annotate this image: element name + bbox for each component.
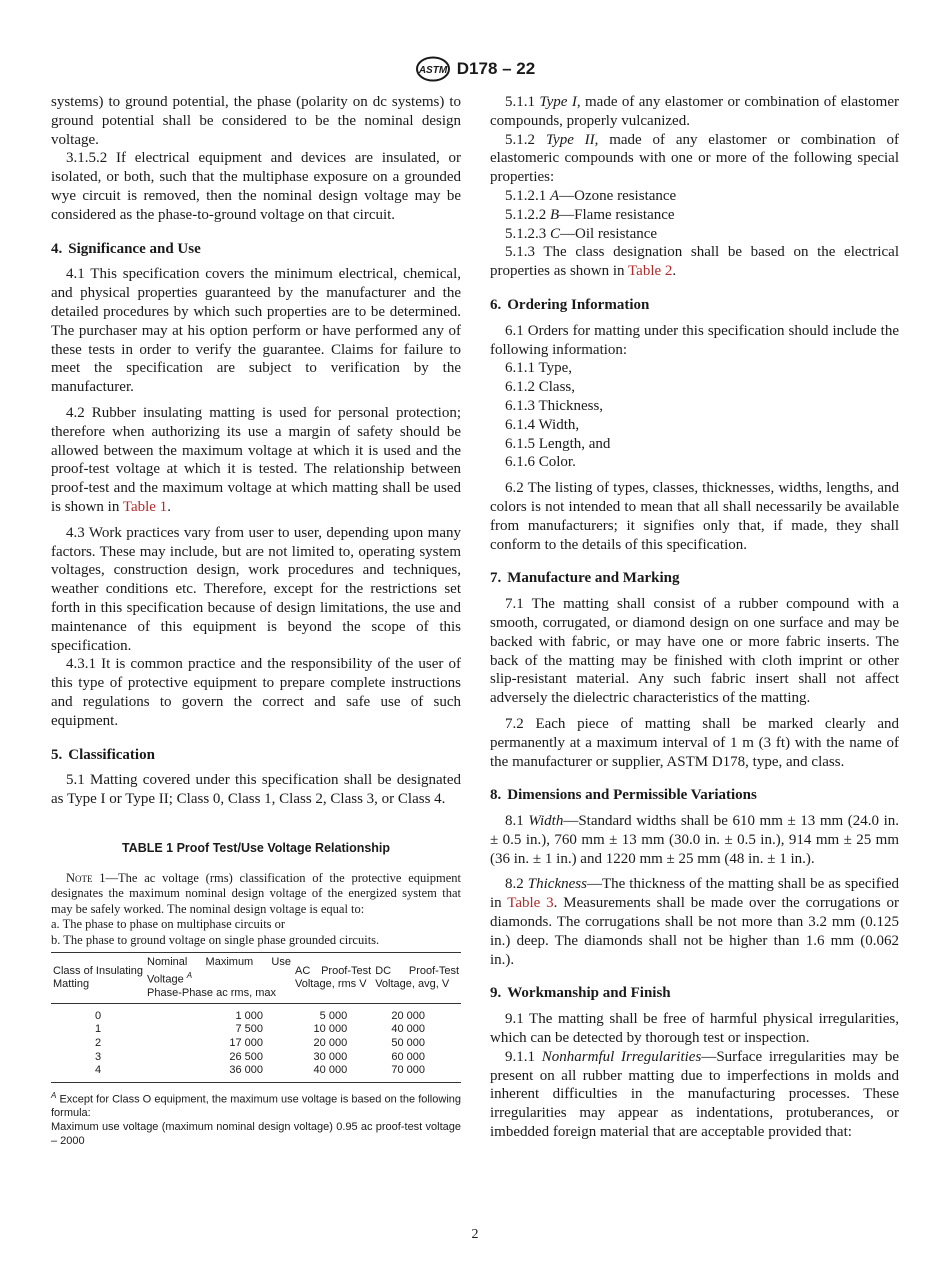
table-cell: 17 000 [229, 1037, 263, 1050]
table-cell: 20 000 [313, 1037, 348, 1050]
section-4-heading: 4. Significance and Use [51, 240, 201, 257]
table-cell: 3 [94, 1050, 102, 1063]
table-cell: 20 000 [391, 1009, 425, 1022]
section-9-heading: 9. Workmanship and Finish [490, 985, 671, 1002]
table-cell: 7 500 [235, 1023, 263, 1036]
section-7-heading: 7. Manufacture and Marking [490, 570, 680, 587]
list-item: 6.1.4 Width, [505, 416, 580, 433]
table-cell: 0 [94, 1009, 102, 1022]
table-cell: 1 [94, 1023, 102, 1036]
table-cell: 60 000 [391, 1050, 425, 1063]
paragraph-5-1-3: 5.1.3 The class designation shall be based on the electrical properties as shown in Table 2. [490, 244, 899, 280]
paragraph-9-1-1: 9.1.1 Nonharmful Irregularities—Surface irregularities may be present on all rubber matting due to imperfections in molds and inherent difficulties in the manufacturing processes. These irregularities may appear as indentations, protuberances, or imbedded foreign material that are acceptable provided that: [490, 1048, 900, 1141]
table-header: DC Proof-Test Voltage, avg, V [373, 953, 461, 1004]
list-item: 6.1.6 Color. [505, 454, 576, 471]
paragraph-4-2: 4.2 Rubber insulating matting is used for personal protection; therefore when authorizing its use a margin of safety should be allowed between the maximum voltage at which it is used and the proof-test voltage at which it is tested. The relationship between proof-test and the maximum voltage at which matting shall be used is shown in Table 1. [51, 404, 461, 515]
page-number: 2 [471, 1227, 479, 1242]
table-cell: 50 000 [391, 1037, 425, 1050]
paragraph-8-2: 8.2 Thickness—The thickness of the matting shall be as specified in Table 3. Measurements shall be made over the corrugations or diamonds. The corrugations shall be not more than 3.2 mm (0.125 in.) deep. The diamonds shall not be higher than 1.6 mm (0.062 in.). [490, 876, 900, 968]
table-1-link[interactable]: Table 1 [122, 498, 168, 515]
table-header: AC Proof-Test Voltage, rms V [293, 953, 373, 1004]
table-row [51, 1051, 461, 1065]
paragraph-9-1: 9.1 The matting shall be free of harmful physical irregularities, which can be detected by thorough test or inspection. [490, 1011, 899, 1047]
table-cell: 26 500 [229, 1050, 263, 1063]
paragraph-4-3: 4.3 Work practices vary from user to user, depending upon many factors. These may include, but are not limited to, operating system voltages, construction design, work procedures and techniques, weather conditions etc. Therefore, except for the restrictions set forth in this specification because of design limitations, the use and maintenance of this equipment is beyond the scope of this specification. [51, 524, 461, 654]
paragraph-5-1-2-1: 5.1.2.1 A—Ozone resistance [505, 187, 677, 204]
table-header: Class of Insulating Matting [51, 953, 145, 1004]
table-cell: 5 000 [319, 1009, 348, 1022]
astm-logo-icon [415, 56, 451, 82]
table-row [51, 1003, 461, 1023]
paragraph-6-2: 6.2 The listing of types, classes, thicknesses, widths, lengths, and colors is not intended to mean that all shall necessarily be available from manufacturers; it signifies only that, if made, they shall conform to the details of this specification. [490, 480, 899, 553]
list-item: 6.1.1 Type, [505, 360, 573, 377]
table-1 [51, 952, 461, 1083]
left-column [51, 93, 461, 1148]
paragraph-6-1: 6.1 Orders for matting under this specification should include the following information: [490, 322, 899, 358]
paragraph-4-3-1: 4.3.1 It is common practice and the responsibility of the user of this type of protective equipment to prepare complete instructions and regulations to govern the correct and safe use of such equipment. [51, 656, 461, 729]
list-item: 6.1.5 Length, and [505, 435, 611, 452]
right-column [490, 93, 899, 1142]
paragraph-7-2: 7.2 Each piece of matting shall be marked clearly and permanently at a maximum interval of 1 m (3 ft) with the name of the manufacturer or supplier, ASTM D178, type, and class. [490, 715, 899, 770]
table-cell: 36 000 [145, 1064, 293, 1082]
list-item: 6.1.2 Class, [505, 379, 576, 396]
table-row [51, 1064, 461, 1082]
section-8-heading: 8. Dimensions and Permissible Variations [490, 787, 757, 804]
table-2-link[interactable]: Table 2 [628, 263, 673, 280]
table-cell: 10 000 [313, 1023, 348, 1036]
table-cell: 40 000 [293, 1064, 373, 1082]
table-cell: 2 [94, 1037, 102, 1050]
paragraph-8-1: 8.1 Width—Standard widths shall be 610 mm ± 13 mm (24.0 in. ± 0.5 in.), 760 mm ± 13 mm (30.0 in. ± 0.5 in.), 914 mm ± 25 mm (36 in. ± 1 in.) and 1220 mm ± 25 mm (48 in. ± 1 in.). [490, 813, 899, 867]
paragraph-4-1: 4.1 This specification covers the minimum electrical, chemical, and physical properties guaranteed by the manufacturer and the detailed procedures by which such properties are to be determined. The purchaser may at his option perform or have performed any of these tests in order to verify the guarantee. Claims for failure to meet the specification are subject to verification by the manufacturer. [51, 266, 461, 396]
paragraph-3-1-5-2: 3.1.5.2 If electrical equipment and devices are insulated, or isolated, or both, such that the multiphase exposure on a grounded wye circuit is removed, then the nominal design voltage may be considered as the phase-to-ground voltage on that circuit. [51, 150, 461, 223]
table-cell: 1 000 [235, 1009, 263, 1022]
page-header [0, 56, 950, 82]
table-header: Nominal Maximum Use Voltage $^A$ Phase-Phase ac rms, max [145, 953, 293, 1004]
table-cell: 4 [51, 1064, 145, 1082]
paragraph-5-1-2: 5.1.2 Type II, made of any elastomer or combination of elastomeric compounds with one or more of the following special properties: [490, 131, 899, 186]
table-row [51, 1023, 461, 1037]
list-item: 6.1.3 Thickness, [505, 397, 604, 414]
paragraph-5-1: 5.1 Matting covered under this specification shall be designated as Type I or Type II; Class 0, Class 1, Class 2, Class 3, or Class 4. [51, 772, 461, 808]
table-cell: 30 000 [313, 1050, 348, 1063]
table-1-footnote: $^A$ Except for Class O equipment, the maximum use voltage is based on the following formula: Maximum use voltage (maximum nominal design voltage) 0.95 ac proof-test voltage – 2000 [51, 1090, 461, 1148]
paragraph-5-1-2-3: 5.1.2.3 C—Oil resistance [505, 225, 658, 242]
table-1-title: TABLE 1 Proof Test/Use Voltage Relationship [121, 840, 391, 855]
paragraph-7-1: 7.1 The matting shall consist of a rubber compound with a smooth, corrugated, or diamond design on one surface and may be backed with fabric, or may have one or more fabric inserts. The back of the matting may be finished with cloth imprint or other slip-resistant material. Any such fabric insert shall not affect adversely the dielectric characteristics of the matting. [490, 596, 899, 707]
paragraph-continuation: systems) to ground potential, the phase (polarity on dc systems) to ground potential shall be considered to be the nominal design voltage. [51, 94, 461, 148]
paragraph-5-1-1: 5.1.1 Type I, made of any elastomer or combination of elastomer compounds, properly vulcanized. [490, 94, 900, 129]
section-6-heading: 6. Ordering Information [490, 296, 650, 313]
table-cell: 40 000 [391, 1023, 425, 1036]
paragraph-5-1-2-2: 5.1.2.2 B—Flame resistance [505, 206, 675, 223]
table-1-note: Note 1—The ac voltage (rms) classification of the protective equipment designates the maximum nominal design voltage of the energized system that may be safely worked. The nominal design voltage is equal to: a. The phase to phase on multiphase circuits or b. The phase to ground voltage on single phase grounded circuits. [51, 870, 461, 947]
section-5-heading: 5. Classification [51, 746, 155, 763]
table-3-link[interactable]: Table 3 [507, 895, 554, 912]
table-cell: 70 000 [373, 1064, 461, 1082]
svg-text:ASTM: ASTM [418, 65, 447, 76]
table-row [51, 1037, 461, 1051]
standard-designation: D178 – 22 [456, 59, 536, 78]
